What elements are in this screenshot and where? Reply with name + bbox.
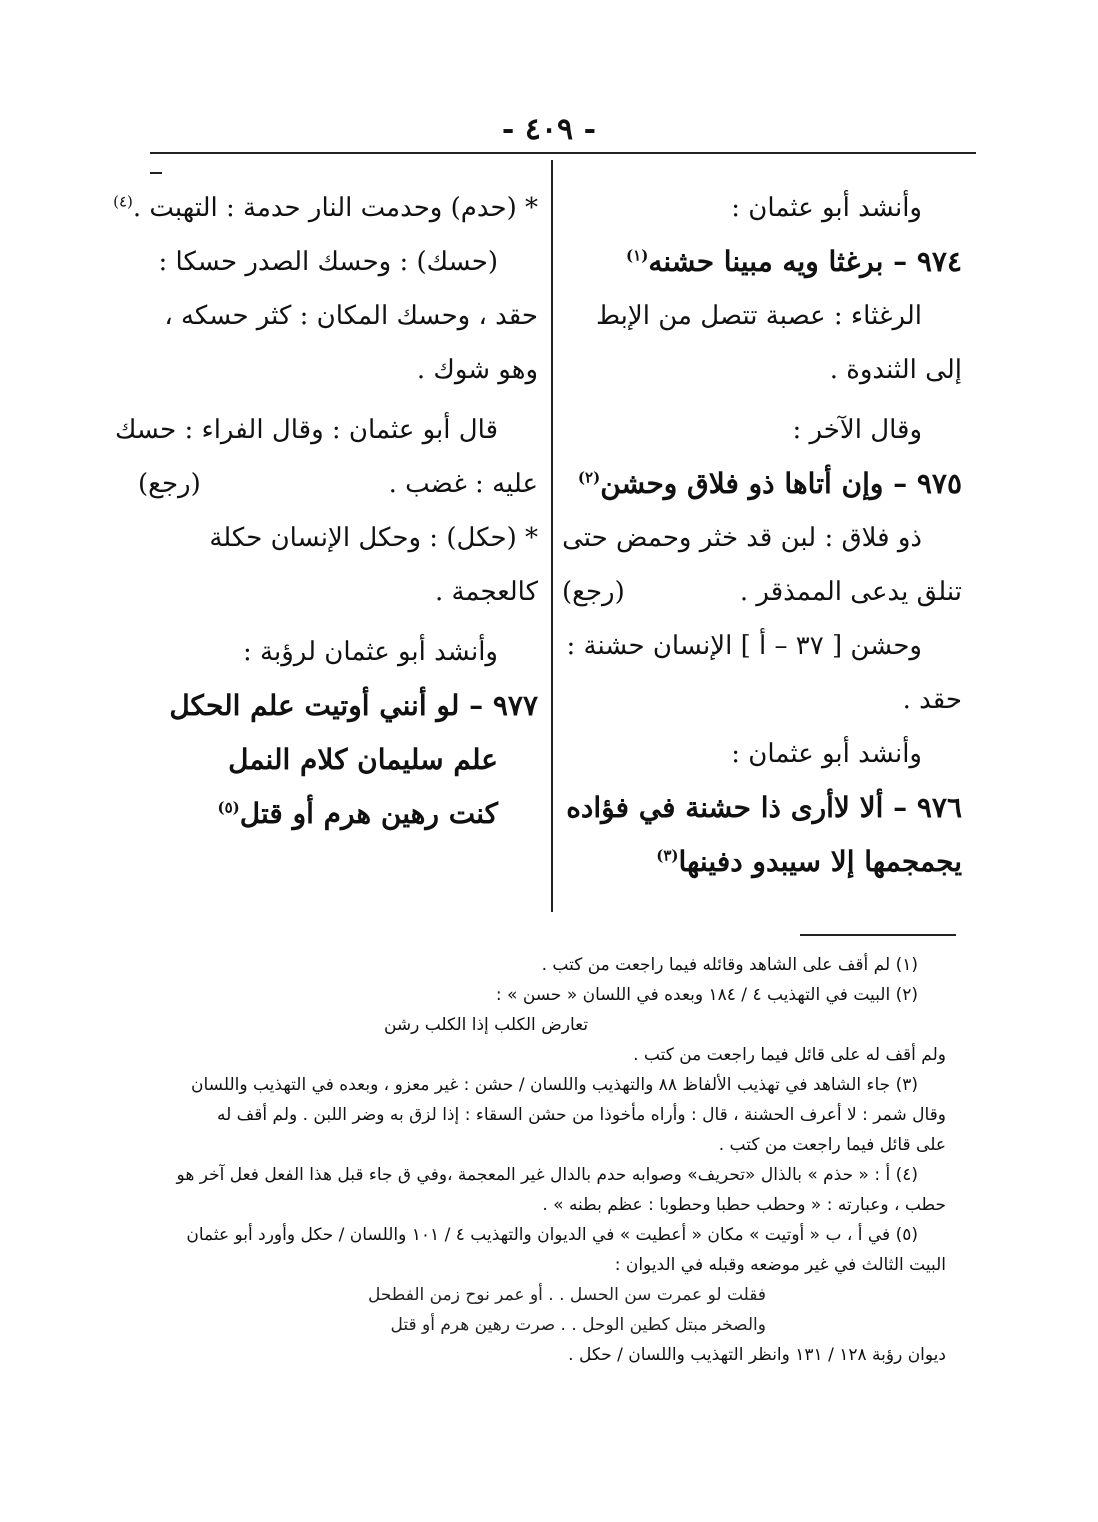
line-text: كالعجمة .: [434, 577, 538, 607]
text-line: [562, 842, 962, 882]
left-column: [113, 188, 538, 848]
line-text: فقلت لو عمرت سن الحسل . . أو عمر نوح زمن الفطحل: [367, 1285, 766, 1305]
text-line: [138, 686, 538, 726]
text-line: [138, 296, 538, 336]
line-text: وقال الآخر :: [792, 415, 922, 445]
line-text: (٣) جاء الشاهد في تهذيب الألفاظ ٨٨ والتهذيب واللسان / حشن : غير معزو ، وبعده في التهذيب واللسان: [191, 1075, 918, 1095]
footnote-marker: (٥): [217, 798, 240, 817]
footnote-line: [146, 1100, 946, 1130]
text-line: [562, 680, 962, 720]
footnote-marker: (٣): [656, 846, 679, 865]
text-line: [562, 350, 962, 390]
text-line: [115, 410, 538, 450]
line-text: وأنشد أبو عثمان لرؤبة :: [243, 637, 498, 667]
line-text: ذو فلاق : لبن قد خثر وحمض حتى: [562, 523, 922, 553]
text-line: [562, 626, 962, 666]
line-text: (حسك) : وحسك الصدر حسكا :: [158, 247, 498, 277]
footnote-line: [146, 1130, 946, 1160]
footnote-marker: (٤): [113, 192, 133, 211]
text-line: [138, 518, 538, 558]
text-line: [138, 464, 538, 504]
line-text: ديوان رؤبة ١٢٨ / ١٣١ وانظر التهذيب واللسان / حكل .: [568, 1345, 946, 1365]
line-text: حقد .: [902, 685, 962, 715]
line-text: قال أبو عثمان : وقال الفراء : حسك: [115, 415, 498, 445]
line-text: (١) لم أقف على الشاهد وقائله فيما راجعت من كتب .: [541, 955, 918, 975]
line-text: حقد ، وحسك المكان : كثر حسكه ،: [164, 301, 538, 331]
line-text: علم سليمان كلام النمل: [228, 743, 498, 776]
footnote-rule: [800, 934, 956, 936]
cross-reference-tag: (رجع): [138, 469, 201, 499]
text-line: [562, 242, 962, 282]
text-line: [138, 794, 538, 834]
text-line: [138, 632, 538, 672]
line-text: وقال شمر : لا أعرف الحشنة ، قال : وأراه مأخوذا من حشن السقاء : إذا لزق به وضر اللبن . ولم أقف له: [216, 1105, 946, 1125]
line-text: ٩٧٦ – ألا لاأرى ذا حشنة في فؤاده: [566, 791, 962, 824]
line-text: يجمجمها إلا سيبدو دفينها: [678, 845, 962, 878]
text-line: [138, 740, 538, 780]
line-text: تعارض الكلب إذا الكلب رشن: [383, 1015, 589, 1035]
line-text: إلى الثندوة .: [829, 355, 962, 385]
cross-reference-tag: (رجع): [562, 577, 625, 607]
line-text: ولم أقف له على قائل فيما راجعت من كتب .: [633, 1045, 946, 1065]
line-text: ٩٧٧ – لو أنني أوتيت علم الحكل: [169, 689, 538, 722]
text-line: [562, 518, 962, 558]
line-text: وهو شوك .: [416, 355, 538, 385]
line-text: (٥) في أ ، ب « أوتيت » مكان « أعطيت » في الديوان والتهذيب ٤ / ١٠١ واللسان / حكل وأورد أبو عثمان: [186, 1225, 918, 1245]
footnote-line: [146, 1010, 946, 1040]
line-text: الرغثاء : عصبة تتصل من الإبط: [595, 301, 922, 331]
line-text: والصخر مبتل كطين الوحل . . صرت رهين هرم أو قتل: [390, 1315, 766, 1335]
footnote-line: [146, 1040, 946, 1070]
footnote-line: [146, 1340, 946, 1370]
text-line: [562, 296, 962, 336]
text-line: [138, 572, 538, 612]
footnote-line: [146, 980, 946, 1010]
line-text: * (حدم) وحدمت النار حدمة : التهبت .: [132, 193, 538, 223]
footnote-line: [146, 1070, 946, 1100]
column-divider: [551, 160, 553, 912]
footnote-marker: (١): [626, 246, 649, 265]
line-text: وأنشد أبو عثمان :: [731, 193, 922, 223]
line-text: البيت الثالث في غير موضعه وقبله في الديوان :: [614, 1255, 946, 1275]
text-line: [562, 188, 962, 228]
line-text: على قائل فيما راجعت من كتب .: [718, 1135, 946, 1155]
text-line: [562, 572, 962, 612]
right-column: [562, 188, 962, 896]
text-line: [562, 410, 962, 450]
footnote-line: [146, 1220, 946, 1250]
line-text: كنت رهين هرم أو قتل: [239, 797, 498, 830]
line-text: (٤) أ : « حذم » بالذال «تحريف» وصوابه حدم بالدال غير المعجمة ،وفي ق جاء قبل هذا الفعل فعل آخر هو: [176, 1165, 918, 1185]
corner-tick: [150, 172, 162, 174]
line-text: وأنشد أبو عثمان :: [731, 739, 922, 769]
footnote-line: [146, 950, 946, 980]
line-text: (٢) البيت في التهذيب ٤ / ١٨٤ وبعده في اللسان « حسن » :: [495, 985, 918, 1005]
header-rule: [150, 152, 976, 154]
footnote-line: [146, 1190, 946, 1220]
line-text: ٩٧٤ – برغثا ويه مبينا حشنه: [648, 245, 962, 278]
text-line: [562, 788, 962, 828]
line-text: وحشن [ ٣٧ – أ ] الإنسان حشنة :: [566, 631, 922, 661]
line-text: * (حكل) : وحكل الإنسان حكلة: [209, 523, 538, 553]
text-line: [138, 350, 538, 390]
footnote-line: [146, 1280, 946, 1310]
footnote-marker: (٢): [577, 468, 601, 487]
footnote-line: [146, 1310, 946, 1340]
line-text: ٩٧٥ – وإن أتاها ذو فلاق وحشن: [600, 467, 962, 500]
footnotes: [146, 950, 946, 1370]
text-line: [138, 242, 538, 282]
text-line: [113, 188, 538, 228]
footnote-line: [146, 1250, 946, 1280]
text-line: [562, 734, 962, 774]
text-line: [562, 464, 962, 504]
footnote-line: [146, 1160, 946, 1190]
line-text: عليه : غضب .: [388, 469, 538, 499]
page-number: - ٤٠٩ -: [501, 112, 597, 147]
line-text: حطب ، وعبارته : « وحطب حطبا وحطوبا : عظم بطنه » .: [542, 1195, 946, 1215]
line-text: تنلق يدعى الممذقر .: [739, 577, 962, 607]
